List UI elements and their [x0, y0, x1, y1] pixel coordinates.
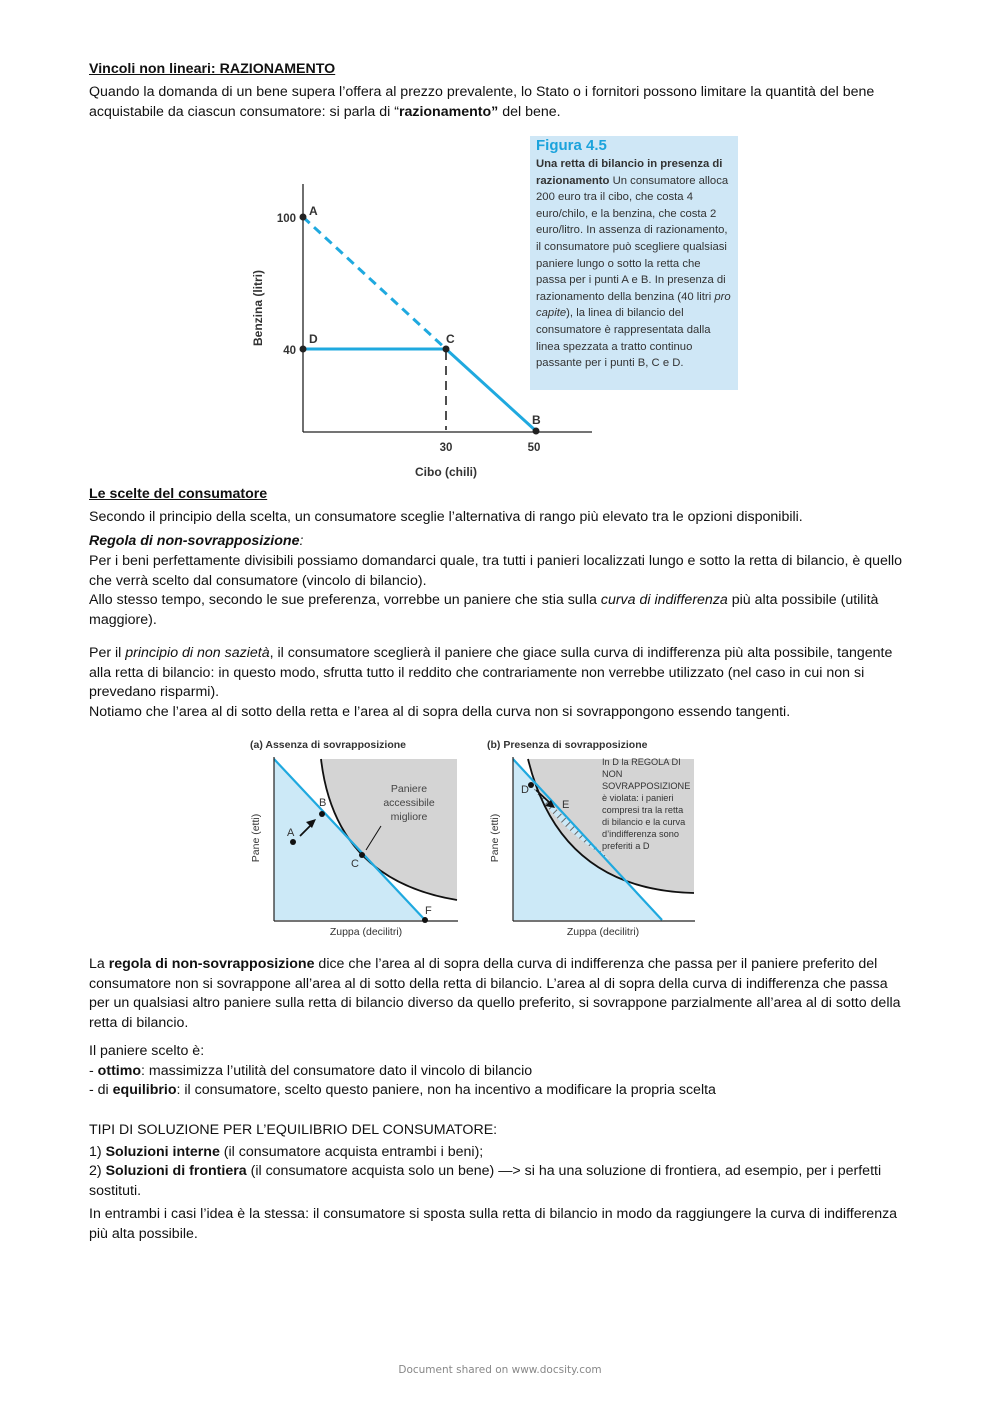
text: - di [89, 1082, 113, 1098]
chart-a-ylabel: Pane (etti) [250, 813, 262, 863]
caption-body-2: ), la linea di bilancio del consumatore è rappresentata dalla linea spezzata a tratto continuo passante per i punti B, C e D. [536, 307, 711, 370]
figure-title: Figura 4.5 [536, 137, 607, 154]
text: più alta possibile (utilità maggiore). [89, 592, 879, 628]
list-item [89, 1143, 911, 1163]
chart-a-note-3: migliore [390, 811, 428, 823]
text: (il consumatore acquista entrambi i beni); [219, 1144, 484, 1160]
text-bold: ottimo [97, 1063, 142, 1079]
chart-b-point-d: D [521, 784, 529, 796]
xtick-50: 50 [527, 442, 541, 454]
text: Il paniere scelto è: [89, 1043, 205, 1059]
section-title-choices [89, 485, 911, 505]
list-item [89, 1081, 911, 1101]
paragraph [89, 1205, 911, 1244]
text: In entrambi i casi l’idea è la stessa: il consumatore si sposta sulla retta di bilancio in modo da raggiungere la curva di indifferenza più alta possibile. [89, 1206, 898, 1242]
caption-bold: Una retta di bilancio in presenza di razionamento [536, 158, 723, 187]
text: - [89, 1063, 98, 1079]
caption-italic: pro capite [536, 290, 731, 320]
text: : massimizza l’utilità del consumatore dato il vincolo di bilancio [141, 1063, 533, 1079]
chart-b-note-line: compresi tra la retta [602, 805, 684, 815]
chart-b-note-line: preferiti a D [602, 841, 650, 851]
text-bold: Soluzioni interne [105, 1144, 220, 1160]
heading: Vincoli non lineari: RAZIONAMENTO [89, 61, 336, 77]
text: (il consumatore acquista solo un bene) —> si ha una soluzione di frontiera, ad esempio, per i perfetti sostituti. [89, 1163, 882, 1199]
text: Secondo il principio della scelta, un consumatore sceglie l’alternativa di rango più elevato tra le opzioni disponibili. [89, 509, 803, 525]
list-item [89, 1162, 911, 1201]
xtick-30: 30 [439, 442, 453, 454]
text: La [89, 956, 109, 972]
text: Quando la domanda di un bene supera l’offera al prezzo prevalente, lo Stato o i fornitori possono limitare la quantità del bene acquistabile da ciascun consumatore: si parla di “ [89, 84, 875, 120]
text: Allo stesso tempo, secondo le sue preferenza, vorrebbe un paniere che stia sulla [89, 592, 601, 608]
text: Per il [89, 645, 126, 661]
ytick-40: 40 [283, 345, 296, 357]
paragraph [89, 703, 911, 723]
chart-a-point-f: F [425, 905, 432, 917]
ytick-100: 100 [276, 213, 296, 225]
text: del bene. [498, 103, 561, 120]
chart-b-note-line: d’indifferenza sono [602, 829, 679, 839]
section-heading-solutions [89, 1121, 911, 1141]
footer: Document shared on www.docsity.com [398, 1364, 602, 1376]
chart-b-note-line: NON [602, 769, 623, 779]
text: , il consumatore sceglierà il paniere che giace sulla curva di indifferenza più alta possibile, tangente alla retta di bilancio: in questo modo, sfrutta tutto il reddito che contrariamente non verrebbe utilizzato (nel caso in cui non si prevedano risparmi). [89, 645, 893, 701]
paragraph [89, 1042, 911, 1062]
chart-b-xlabel: Zuppa (decilitri) [566, 926, 640, 938]
chart-a-note-1: Paniere [390, 783, 428, 795]
text: Notiamo che l’area al di sotto della retta e l’area al di sopra della curva non si sovrappongono essendo tangenti. [89, 704, 791, 720]
chart-a-point-b: B [319, 797, 327, 809]
figure-overlap-charts [240, 734, 710, 944]
figure-4-5-caption [530, 136, 738, 390]
text-bold: regola di non-sovrapposizione [108, 956, 315, 972]
chart-b-ylabel: Pane (etti) [489, 813, 501, 863]
chart-a-point-c: C [351, 858, 359, 870]
text-bold: razionamento” [398, 103, 499, 120]
x-axis-label: Cibo (chili) [415, 465, 477, 479]
text-bold: Soluzioni di frontiera [105, 1163, 247, 1179]
chart-a-note-2: accessibile [383, 797, 435, 809]
paragraph [89, 508, 911, 528]
point-c-label: C [446, 332, 455, 346]
text: dice che l’area al di sopra della curva di indifferenza che passa per il paniere preferito del consumatore non si sovrappone all’area al di sotto della retta di bilancio. L’area al di sopra della curva di indifferenza che passa per un qualsiasi altro paniere sulla retta di bilancio diverso da quello preferito, si sovrappone parzialmente all’area al di sotto della retta di bilancio. [89, 956, 901, 1031]
heading: Le scelte del consumatore [89, 486, 268, 502]
paragraph [89, 644, 911, 703]
paragraph [89, 552, 911, 591]
point-d-label: D [309, 332, 318, 346]
caption-body: Un consumatore alloca 200 euro tra il cibo, che costa 4 euro/chilo, e la benzina, che costa 2 euro/litro. In assenza di razionamento, il consumatore può scegliere qualsiasi paniere lungo o sotto la retta che passa per i punti A e B. In presenza di razionamento della benzina (40 litri [536, 174, 729, 303]
text-italic: principio di non sazietà [125, 645, 270, 661]
paragraph [89, 83, 911, 122]
caption-text [536, 156, 732, 372]
chart-b-note-line: SOVRAPPOSIZIONE [602, 781, 691, 791]
chart-a-xlabel: Zuppa (decilitri) [329, 926, 403, 938]
rule-heading [89, 532, 911, 552]
paragraph [89, 591, 911, 630]
text: 2) [89, 1163, 106, 1179]
chart-b-note-line: è violata: i panieri [602, 793, 674, 803]
paragraph [89, 955, 911, 1033]
text-bold: equilibrio [112, 1082, 177, 1098]
chart-a-title: (a) Assenza di sovrapposizione [250, 739, 406, 751]
rule-title: Regola di non-sovrapposizione [89, 533, 300, 549]
chart-b-title: (b) Presenza di sovrapposizione [487, 739, 648, 751]
list-item [89, 1062, 911, 1082]
heading: TIPI DI SOLUZIONE PER L’EQUILIBRIO DEL CONSUMATORE: [89, 1122, 498, 1138]
text-italic: curva di indifferenza [600, 592, 728, 608]
chart-b-note-line: In D la REGOLA DI [602, 757, 681, 767]
text: Per i beni perfettamente divisibili possiamo domandarci quale, tra tutti i panieri localizzati lungo e sotto la retta di bilancio, è quello che verrà scelto dal consumatore (vincolo di bilancio). [89, 553, 903, 589]
chart-b-note-line: di bilancio e la curva [602, 817, 686, 827]
text: 1) [89, 1144, 106, 1160]
y-axis-label: Benzina (litri) [251, 269, 265, 347]
text: : il consumatore, scelto questo paniere, non ha incentivo a modificare la propria scelta [176, 1082, 716, 1098]
rule-colon: : [299, 533, 304, 549]
point-b-label: B [532, 413, 541, 427]
chart-a-point-a: A [287, 827, 295, 839]
point-a-label: A [309, 204, 318, 218]
section-title-rationing [89, 60, 911, 80]
chart-b-point-e: E [562, 799, 570, 811]
